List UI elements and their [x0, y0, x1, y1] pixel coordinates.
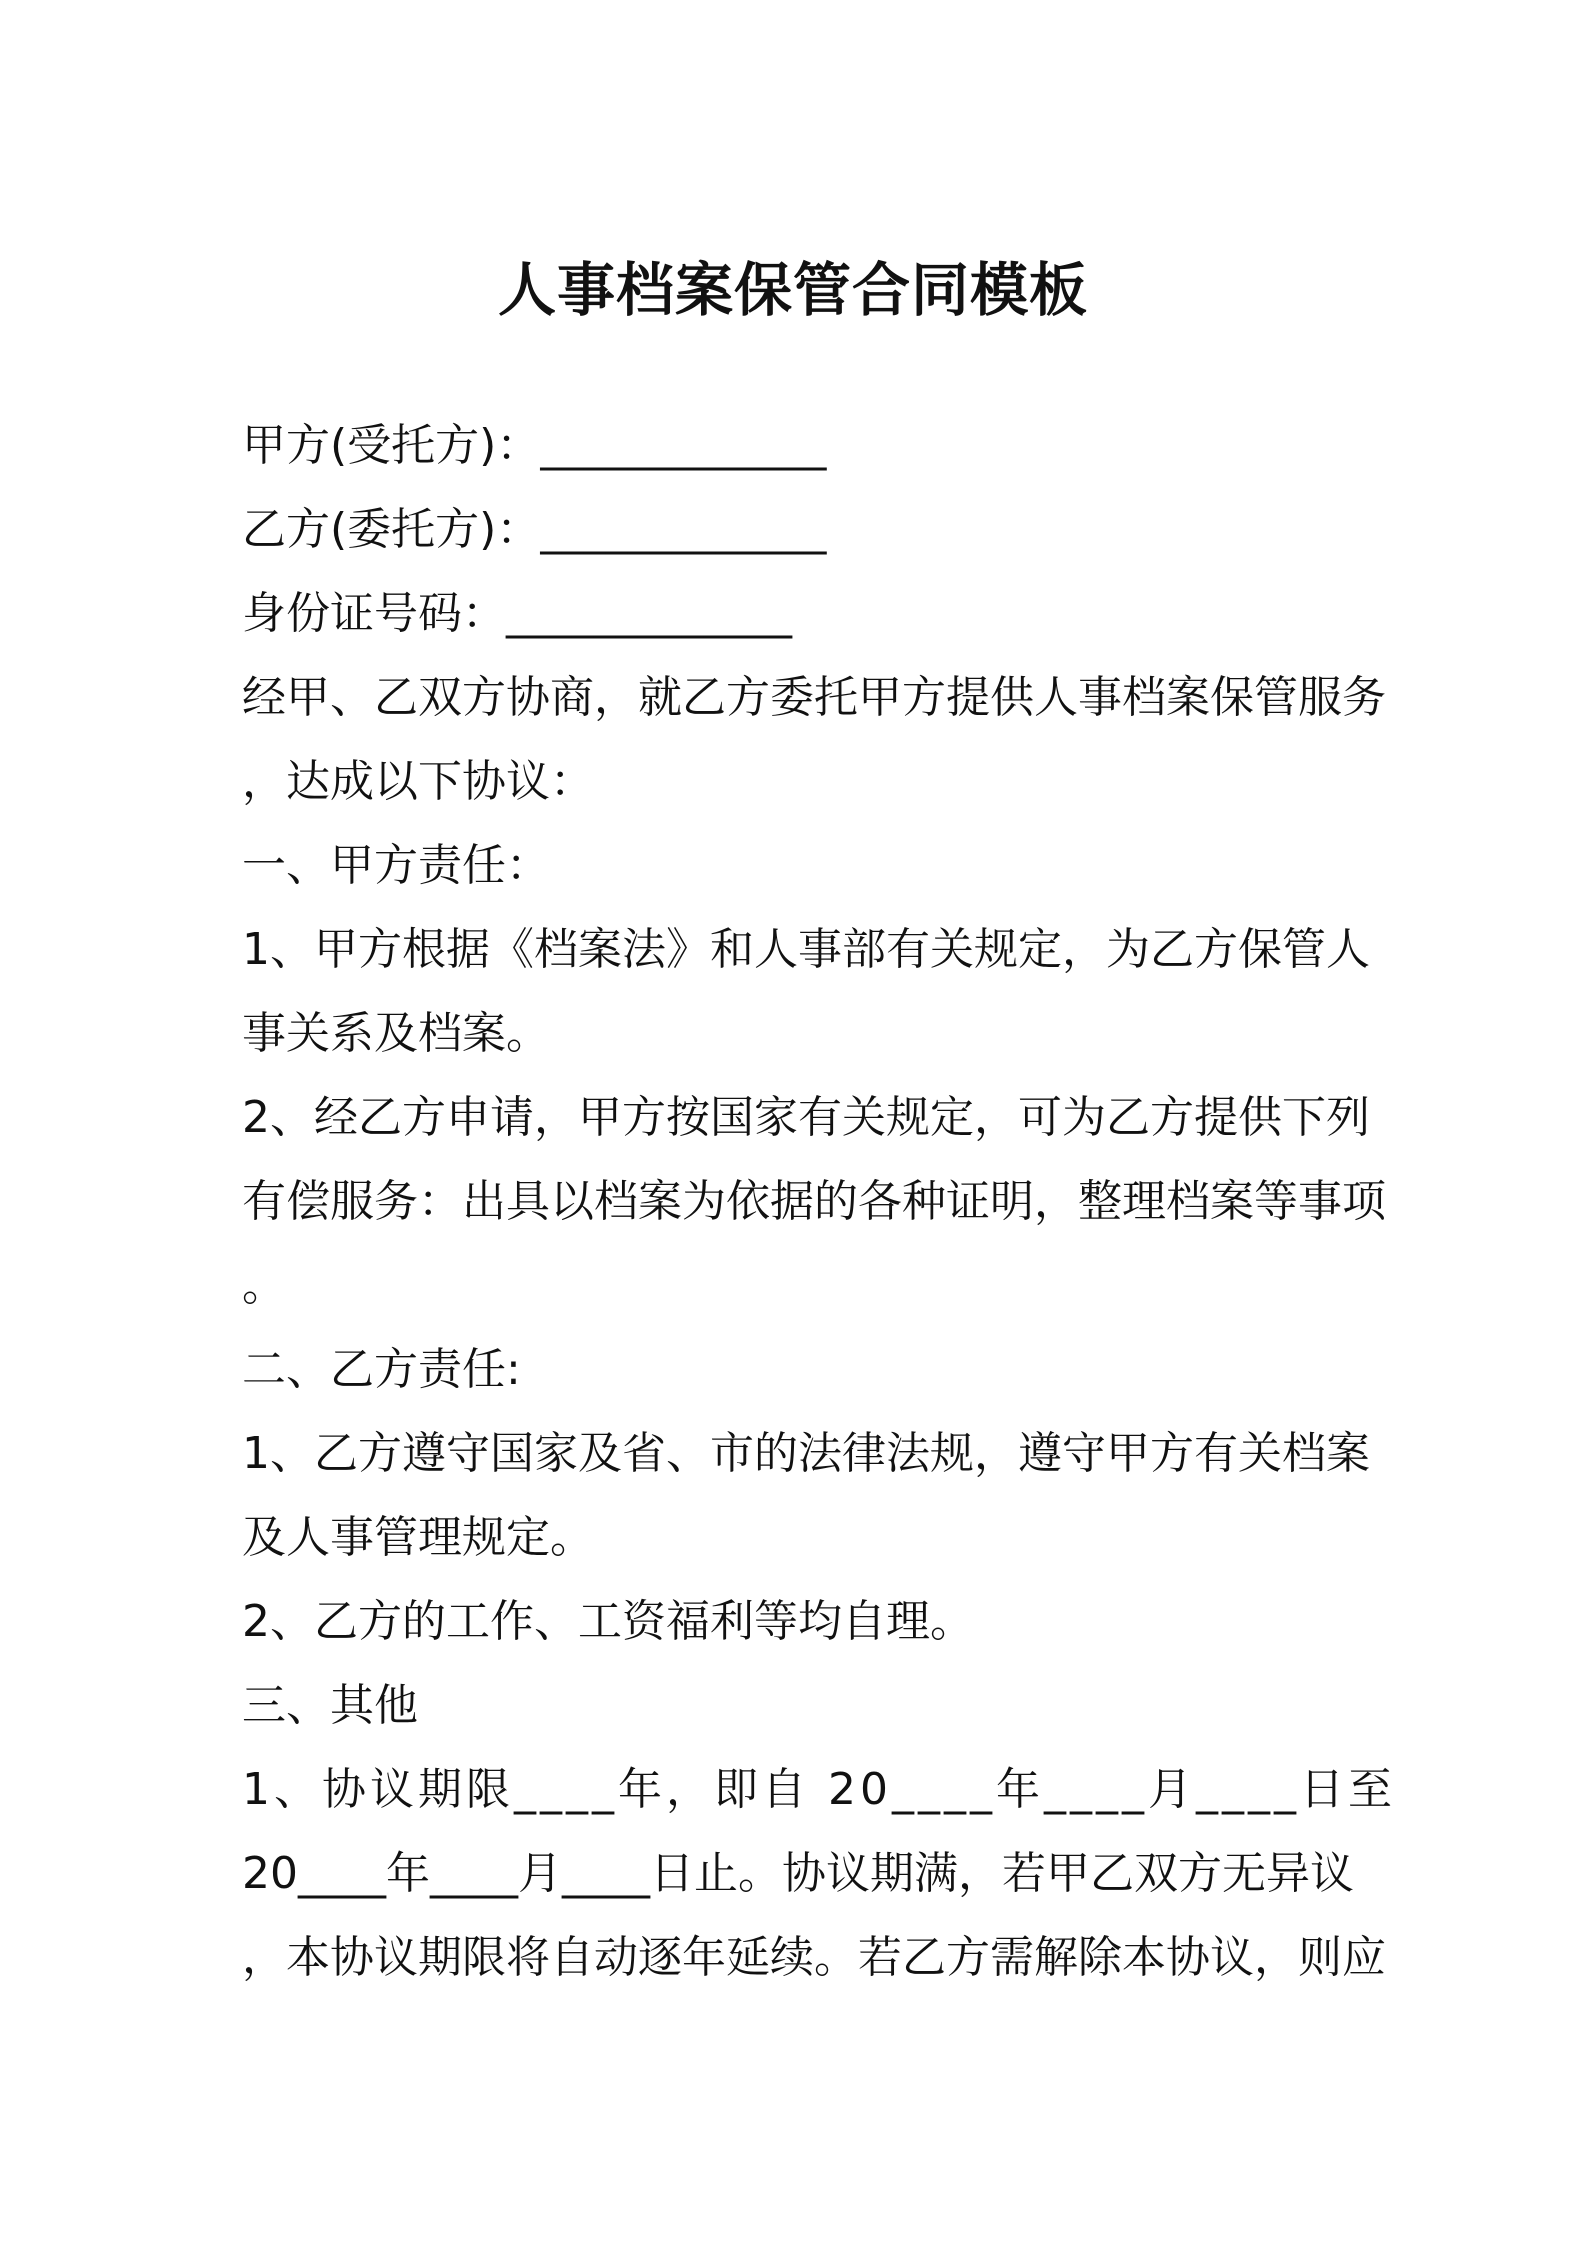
- paragraph-line: 1、乙方遵守国家及省、市的法律法规，遵守甲方有关档案: [242, 1428, 1370, 1479]
- paragraph-line: 1、甲方根据《档案法》和人事部有关规定，为乙方保管人: [242, 924, 1370, 975]
- id-number-line: 身份证号码：_____________: [242, 588, 792, 639]
- section-heading: 二、乙方责任:: [242, 1344, 521, 1395]
- paragraph-line: 经甲、乙双方协商，就乙方委托甲方提供人事档案保管服务: [242, 672, 1386, 723]
- paragraph-line: 2、乙方的工作、工资福利等均自理。: [242, 1596, 974, 1647]
- paragraph-line: 2、经乙方申请，甲方按国家有关规定，可为乙方提供下列: [242, 1092, 1370, 1143]
- section-heading: 一、甲方责任：: [242, 840, 550, 891]
- section-heading: 三、其他: [242, 1680, 418, 1731]
- paragraph-line: 20____年____月____日止。协议期满，若甲乙双方无异议: [242, 1848, 1354, 1899]
- party-a-line: 甲方(受托方)：_____________: [242, 420, 827, 471]
- paragraph-line: 有偿服务：出具以档案为依据的各种证明，整理档案等事项: [242, 1176, 1386, 1227]
- document-title: 人事档案保管合同模板: [497, 256, 1088, 324]
- party-b-line: 乙方(委托方)：_____________: [242, 504, 827, 555]
- paragraph-line: 1、协议期限____年，即自 20____年____月____日至: [242, 1764, 1396, 1815]
- paragraph-line: ，本协议期限将自动逐年延续。若乙方需解除本协议，则应: [242, 1932, 1386, 1983]
- paragraph-line: 。: [242, 1260, 286, 1311]
- paragraph-line: 及人事管理规定。: [242, 1512, 594, 1563]
- paragraph-line: ，达成以下协议：: [242, 756, 594, 807]
- paragraph-line: 事关系及档案。: [242, 1008, 550, 1059]
